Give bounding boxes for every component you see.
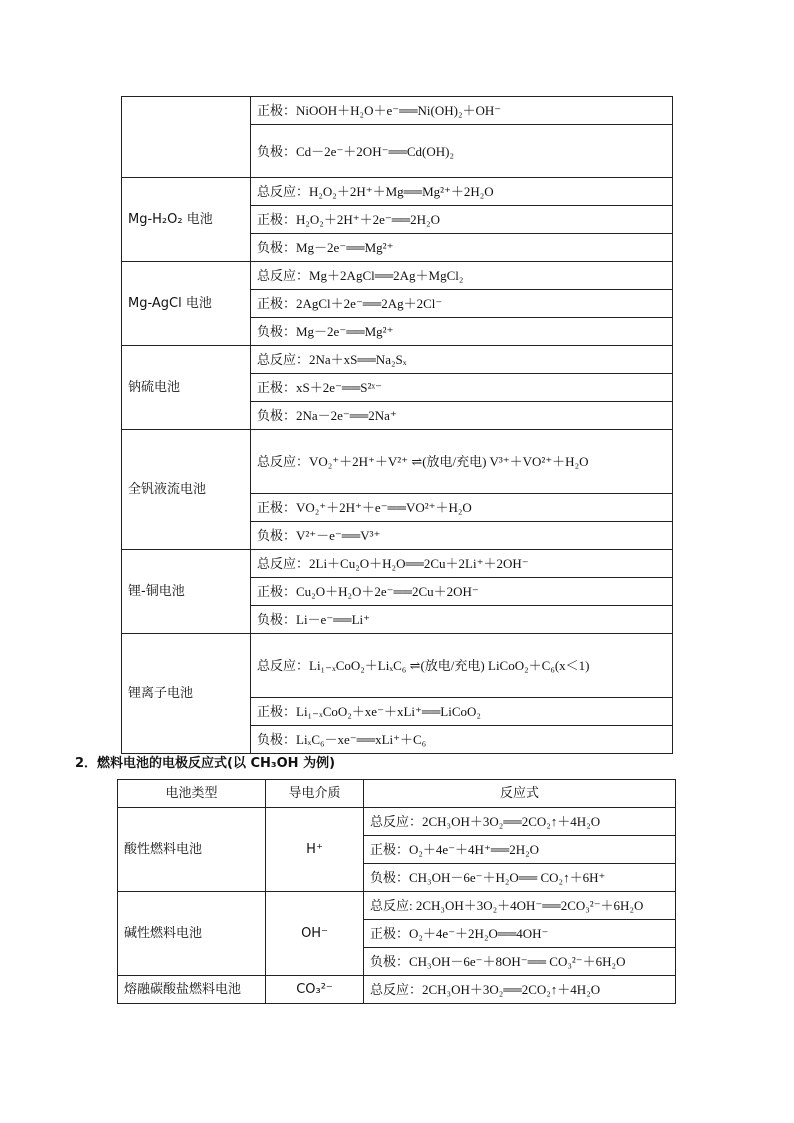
battery-name: 锂离子电池 <box>122 634 251 754</box>
reaction-cell: 总反应: 2CH₃OH＋3O₂＋4OH⁻══2CO₃²⁻＋6H₂O <box>364 892 676 920</box>
reaction-cell: 正极：O₂＋4e⁻＋4H⁺══2H₂O <box>364 836 676 864</box>
table-row <box>122 634 673 698</box>
reaction-cell: 正极：H₂O₂＋2H⁺＋2e⁻══2H₂O <box>251 206 673 234</box>
fuel-cell-table <box>117 779 676 1004</box>
cell-type: 熔融碳酸盐燃料电池 <box>118 976 266 1004</box>
reaction-cell: 负极：CH₃OH－6e⁻＋H₂O══ CO₂↑＋6H⁺ <box>364 864 676 892</box>
reaction-cell: 负极：CH₃OH－6e⁻＋8OH⁻══ CO₃²⁻＋6H₂O <box>364 948 676 976</box>
reaction-cell: 负极：Mg－2e⁻══Mg²⁺ <box>251 234 673 262</box>
reaction-cell: 正极：VO₂⁺＋2H⁺＋e⁻══VO²⁺＋H₂O <box>251 494 673 522</box>
section-heading: 2．燃料电池的电极反应式(以 CH₃OH 为例) <box>75 756 336 771</box>
reaction-cell: 正极：O₂＋4e⁻＋2H₂O══4OH⁻ <box>364 920 676 948</box>
reaction-cell: 总反应：Li₁₋ₓCoO₂＋LiₓC₆ ⇌(放电/充电) LiCoO₂＋C₆(x＜1) <box>251 634 673 698</box>
battery-name: Mg-AgCl 电池 <box>122 262 251 346</box>
table-row <box>118 892 676 920</box>
battery-reactions-table <box>121 96 673 754</box>
battery-name: 钠硫电池 <box>122 346 251 430</box>
battery-name: 全钒液流电池 <box>122 430 251 550</box>
reaction-cell: 总反应：2Li＋Cu₂O＋H₂O══2Cu＋2Li⁺＋2OH⁻ <box>251 550 673 578</box>
medium-cell: CO₃²⁻ <box>266 976 364 1004</box>
battery-name: 锂-铜电池 <box>122 550 251 634</box>
column-header: 电池类型 <box>118 780 266 808</box>
table-row <box>122 262 673 290</box>
reaction-cell: 正极：Cu₂O＋H₂O＋2e⁻══2Cu＋2OH⁻ <box>251 578 673 606</box>
table-row <box>118 976 676 1004</box>
medium-cell: OH⁻ <box>266 892 364 976</box>
battery-name: Mg-H₂O₂ 电池 <box>122 178 251 262</box>
reaction-cell: 总反应：H₂O₂＋2H⁺＋Mg══Mg²⁺＋2H₂O <box>251 178 673 206</box>
reaction-cell: 负极：LiₓC₆－xe⁻══xLi⁺＋C₆ <box>251 726 673 754</box>
medium-cell: H⁺ <box>266 808 364 892</box>
reaction-cell: 负极：V²⁺－e⁻══V³⁺ <box>251 522 673 550</box>
reaction-cell: 正极：xS＋2e⁻══S²ˣ⁻ <box>251 374 673 402</box>
reaction-cell: 正极：NiOOH＋H₂O＋e⁻══Ni(OH)₂＋OH⁻ <box>251 97 673 125</box>
reaction-cell: 总反应：2Na＋xS══Na₂Sₓ <box>251 346 673 374</box>
table-row <box>122 550 673 578</box>
reaction-cell: 正极：2AgCl＋2e⁻══2Ag＋2Cl⁻ <box>251 290 673 318</box>
reaction-cell: 总反应：2CH₃OH＋3O₂══2CO₂↑＋4H₂O <box>364 976 676 1004</box>
reaction-cell: 总反应：2CH₃OH＋3O₂══2CO₂↑＋4H₂O <box>364 808 676 836</box>
table-header-row <box>118 780 676 808</box>
table-row <box>122 178 673 206</box>
reaction-cell: 负极：2Na－2e⁻══2Na⁺ <box>251 402 673 430</box>
reaction-cell: 负极：Mg－2e⁻══Mg²⁺ <box>251 318 673 346</box>
table-row <box>122 97 673 125</box>
table-row <box>122 430 673 494</box>
reaction-cell: 总反应：VO₂⁺＋2H⁺＋V²⁺ ⇌(放电/充电) V³⁺＋VO²⁺＋H₂O <box>251 430 673 494</box>
reaction-cell: 负极：Li－e⁻══Li⁺ <box>251 606 673 634</box>
table-row <box>118 808 676 836</box>
reaction-cell: 总反应：Mg＋2AgCl══2Ag＋MgCl₂ <box>251 262 673 290</box>
battery-name <box>122 97 251 178</box>
reaction-cell: 正极：Li₁₋ₓCoO₂＋xe⁻＋xLi⁺══LiCoO₂ <box>251 698 673 726</box>
reaction-cell: 负极：Cd－2e⁻＋2OH⁻══Cd(OH)₂ <box>251 125 673 178</box>
column-header: 导电介质 <box>266 780 364 808</box>
cell-type: 碱性燃料电池 <box>118 892 266 976</box>
column-header: 反应式 <box>364 780 676 808</box>
cell-type: 酸性燃料电池 <box>118 808 266 892</box>
table-row <box>122 346 673 374</box>
